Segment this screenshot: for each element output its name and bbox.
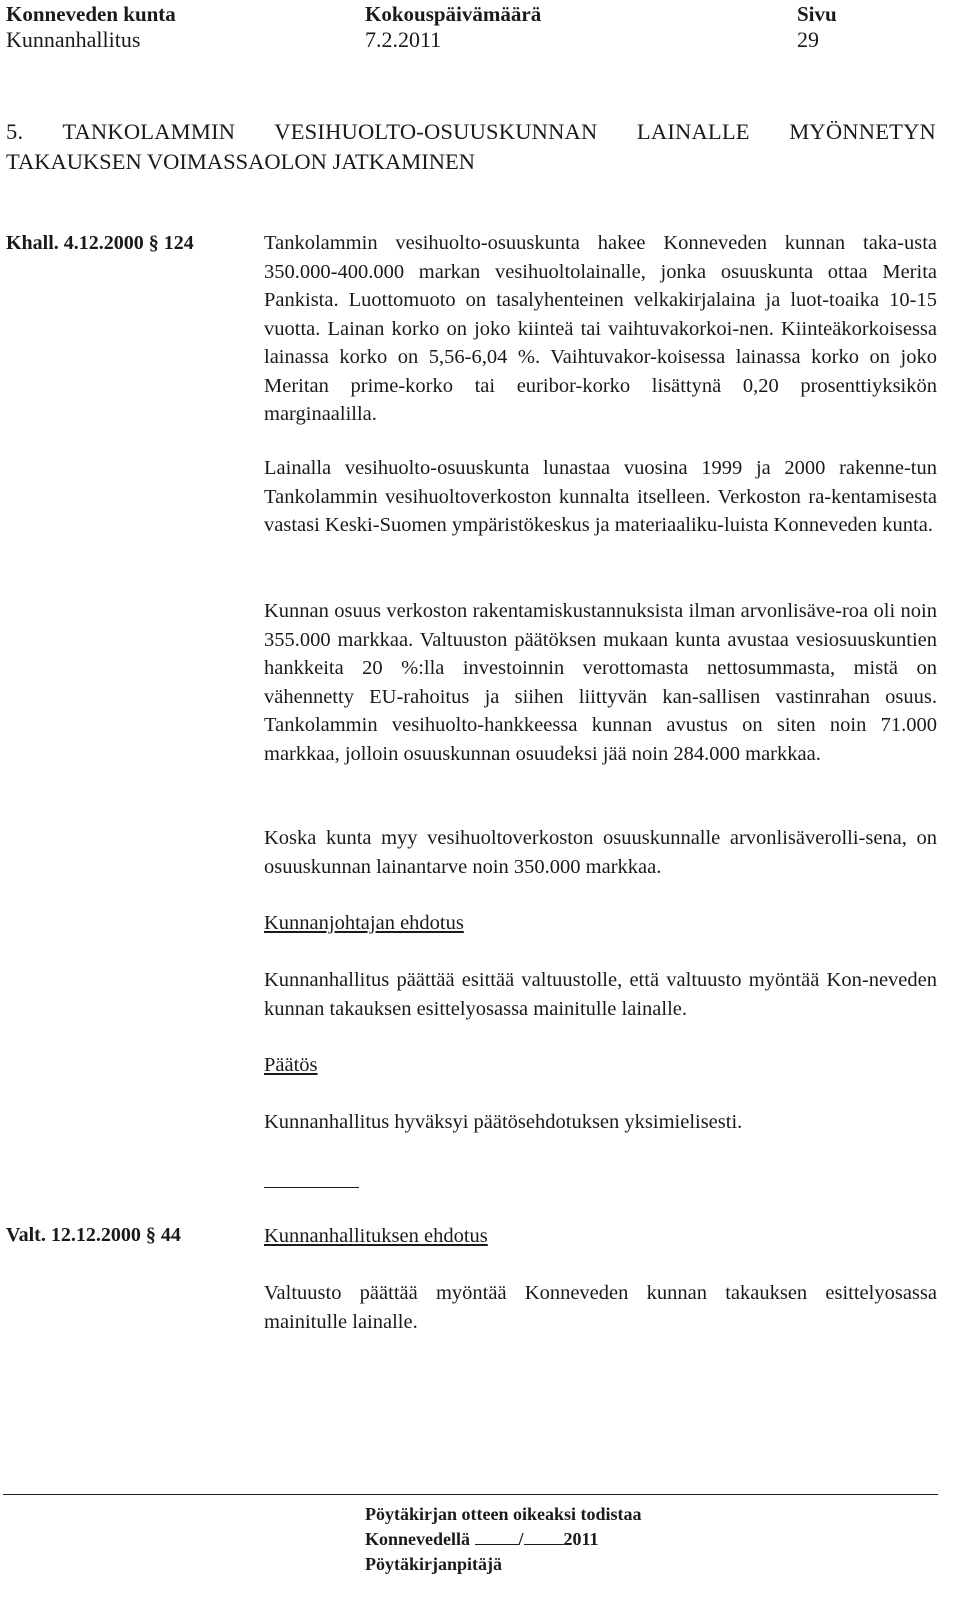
section-title-line1: 5. TANKOLAMMIN VESIHUOLTO-OSUUSKUNNAN LAINALLE MYÖNNETYN bbox=[6, 119, 936, 144]
place-name: Konnevedellä bbox=[365, 1529, 471, 1549]
certification-line: Pöytäkirjan otteen oikeaksi todistaa bbox=[365, 1504, 642, 1524]
body-name: Kunnanhallitus bbox=[6, 27, 141, 52]
section-title-line2: TAKAUKSEN VOIMASSAOLON JATKAMINEN bbox=[6, 149, 476, 174]
decision-heading: Päätös bbox=[264, 1054, 318, 1076]
decision-text: Kunnanhallitus hyväksyi päätösehdotuksen yksimielisesti. bbox=[264, 1111, 743, 1133]
paragraph-2: Lainalla vesihuolto-osuuskunta lunastaa vuosina 1999 ja 2000 rakenne-tun Tankolammin vesihuoltoverkoston kunnalta itselleen. Verkoston ra-kentamisesta vastasi Keski-Suomen ympäristökeskus ja materiaaliku-luista Konneveden kunta. bbox=[264, 457, 937, 536]
municipality-name: Konneveden kunta bbox=[6, 2, 176, 26]
valt-reference: Valt. 12.12.2000 § 44 bbox=[6, 1224, 181, 1246]
paragraph-4: Koska kunta myy vesihuoltoverkoston osuuskunnalle arvonlisäverolli-sena, on osuuskunnan lainantarve noin 350.000 markkaa. bbox=[264, 827, 937, 878]
paragraph-3: Kunnan osuus verkoston rakentamiskustannuksista ilman arvonlisäve-roa oli noin 355.000 markkaa. Valtuuston päätöksen mukaan kunta avustaa vesiosuuskuntien hankkeita 20 %:lla investoinnin verottomasta nettosummasta, mistä on vähennetty EU-rahoitus ja siihen liittyvän kan-sallisen vastinrahan osuus. Tankolammin vesihuolto-hankkeessa kunnan avustus on siten noin 71.000 markkaa, jolloin osuuskunnan osuudeksi jää noin 284.000 markkaa. bbox=[264, 600, 937, 765]
footer-year: 2011 bbox=[563, 1529, 599, 1549]
page-number: 29 bbox=[797, 27, 819, 52]
valt-text: Valtuusto päättää myöntää Konneveden kunnan takauksen esittelyosassa mainitulle lainalle. bbox=[264, 1282, 937, 1333]
date-separator: / bbox=[518, 1529, 524, 1549]
proposal-heading: Kunnanjohtajan ehdotus bbox=[264, 912, 464, 934]
paragraph-1: Tankolammin vesihuolto-osuuskunta hakee Konneveden kunnan taka-usta 350.000-400.000 markan vesihuoltolainalle, jonka osuuskunta ottaa Merita Pankista. Luottomuoto on tasalyhenteinen velkakirjalaina ja luot-toaika 10-15 vuotta. Lainan korko on joko kiinteä tai vaihtuvakorkoi-nen. Kiinteäkorkoisessa lainassa korko on 5,56-6,04 %. Vaihtuvakor-koisessa lainassa korko on joko Meritan prime-korko tai euribor-korko lisättynä 0,20 prosenttiyksikön marginaalilla. bbox=[264, 232, 937, 425]
meeting-date: 7.2.2011 bbox=[365, 27, 442, 52]
month-blank bbox=[524, 1527, 564, 1545]
secretary-line: Pöytäkirjanpitäjä bbox=[365, 1554, 502, 1574]
place-date-line bbox=[365, 1527, 642, 1552]
valt-heading: Kunnanhallituksen ehdotus bbox=[264, 1225, 488, 1247]
footer-rule bbox=[3, 1494, 938, 1495]
date-label: Kokouspäivämäärä bbox=[365, 2, 542, 26]
day-blank bbox=[475, 1527, 519, 1545]
page-label: Sivu bbox=[797, 2, 837, 26]
certification-block bbox=[365, 1502, 642, 1577]
separator-line bbox=[264, 1187, 359, 1188]
proposal-text: Kunnanhallitus päättää esittää valtuustolle, että valtuusto myöntää Kon-neveden kunnan takauksen esittelyosassa mainitulle lainalle. bbox=[264, 969, 937, 1020]
khall-reference: Khall. 4.12.2000 § 124 bbox=[6, 232, 194, 254]
